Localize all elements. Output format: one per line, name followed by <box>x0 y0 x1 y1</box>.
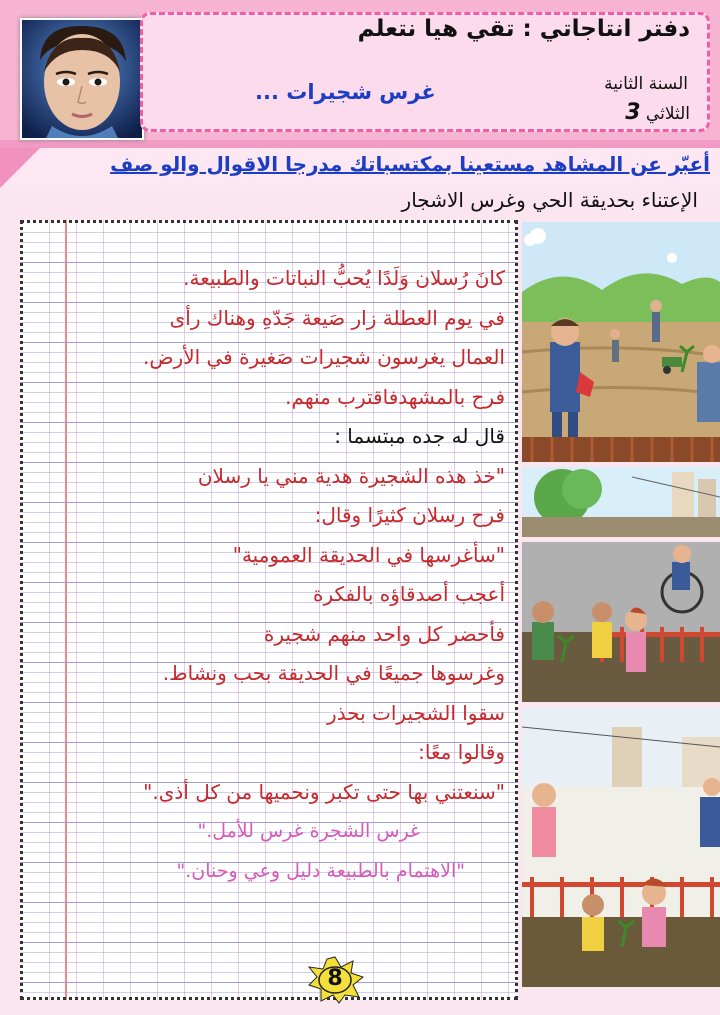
story-line: فرح رسلان كثيرًا وقال: <box>314 503 505 527</box>
story-line: "سنعتني بها حتى تكبر ونحميها من كل أذى." <box>143 779 505 804</box>
story-lines <box>37 259 505 891</box>
story-line: العمال يغرسون شجيرات صَغيرة في الأرض. <box>143 345 505 369</box>
notebook-title: دفتر انتاجاتي : تقي هيا نتعلم <box>357 16 690 42</box>
story-line: فرح بالمشهدفاقترب منهم. <box>285 384 505 409</box>
story-line: "سأغرسها في الحديقة العمومية" <box>232 542 505 567</box>
theme-text: الإعتناء بحديقة الحي وغرس الاشجار <box>401 188 698 212</box>
term-word: الثلاثي <box>645 104 690 124</box>
story-line: فأحضر كل واحد منهم شجيرة <box>263 621 505 646</box>
scene-planting-illustration <box>522 707 720 987</box>
story-line: كانَ رُسلان وَلَدًا يُحبُّ النباتات والطبيعة. <box>183 266 505 290</box>
lesson-subtitle: غرس شجيرات ... <box>255 80 436 104</box>
illustration-column <box>522 222 720 992</box>
term-number: 3 <box>625 100 641 125</box>
instruction-text: أعبّر عن المشاهد مستعينا بمكتسباتك مدرجا الاقوال والو صف <box>110 152 710 176</box>
page-number-badge <box>305 955 365 1005</box>
corner-triangle <box>0 148 40 188</box>
page-number: 8 <box>327 966 343 991</box>
quote-line: "الاهتمام بالطبيعة دليل وعي وحنان." <box>176 859 465 882</box>
scene-farm-illustration <box>522 222 720 462</box>
story-line: وقالوا معًا: <box>418 740 505 764</box>
story-line: وغرسوها جميعًا في الحديقة بحب ونشاط. <box>162 661 505 685</box>
avatar <box>20 18 144 140</box>
lined-paper <box>20 220 518 1000</box>
story-line: قال له جده مبتسما : <box>334 424 505 448</box>
scene-park-illustration <box>522 467 720 537</box>
scene-friends-illustration <box>522 542 720 702</box>
story-line: في يوم العطلة زار صَيعة جَدّهِ وهناك رأى <box>169 305 505 330</box>
term-label <box>625 100 690 125</box>
story-line: "خذ هذه الشجيرة هدية مني يا رسلان <box>197 463 505 488</box>
story-line: أعجب أصدقاؤه بالفكرة <box>312 582 505 606</box>
story-line: سقوا الشجيرات بحذر <box>327 700 505 725</box>
header-divider <box>0 140 720 148</box>
quote-line: غرس الشجرة غرس للأمل." <box>197 820 420 842</box>
school-year: السنة الثانية <box>604 74 688 94</box>
